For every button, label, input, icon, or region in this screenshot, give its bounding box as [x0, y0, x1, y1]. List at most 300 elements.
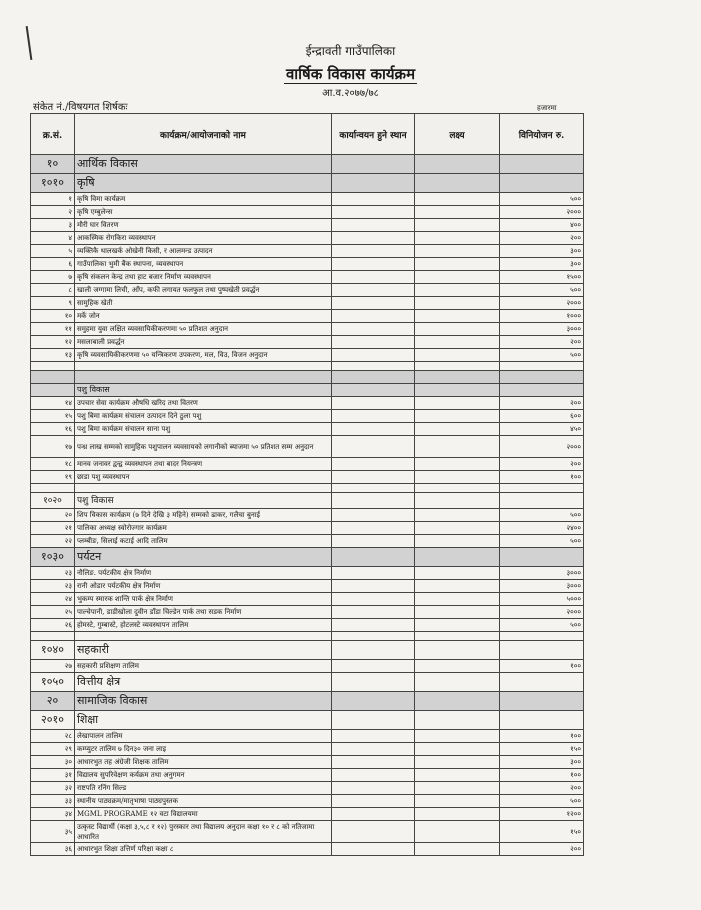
- row-serial: १७: [31, 436, 75, 458]
- row-location: [332, 310, 415, 323]
- row-budget: २०००: [500, 606, 584, 619]
- row-budget: १००: [500, 730, 584, 743]
- row-budget: २००: [500, 232, 584, 245]
- row-target: [415, 436, 500, 458]
- row-location: [332, 436, 415, 458]
- row-target: [415, 155, 500, 174]
- row-program-name: वित्तीय क्षेत्र: [75, 673, 332, 692]
- row-serial: ११: [31, 323, 75, 336]
- row-location: [332, 484, 415, 493]
- row-budget: [500, 692, 584, 711]
- row-location: [332, 471, 415, 484]
- row-target: [415, 673, 500, 692]
- row-budget: ५०००: [500, 593, 584, 606]
- row-serial: २३: [31, 567, 75, 580]
- table-row: [31, 769, 584, 782]
- row-serial: ४: [31, 232, 75, 245]
- table-row: [31, 567, 584, 580]
- table-row: [31, 297, 584, 310]
- row-location: [332, 673, 415, 692]
- row-serial: १०५०: [31, 673, 75, 692]
- row-program-name: भुकम्प स्मारक शान्ति पार्क क्षेत्र निर्माण: [75, 593, 332, 606]
- table-row: [31, 258, 584, 271]
- row-serial: २७: [31, 660, 75, 673]
- row-location: [332, 410, 415, 423]
- row-serial: १४: [31, 397, 75, 410]
- row-program-name: स्थानीय पाठ्यक्रम/मातृभाषा पाठ्यपुस्तक: [75, 795, 332, 808]
- row-target: [415, 471, 500, 484]
- table-row: [31, 522, 584, 535]
- row-budget: [500, 362, 584, 371]
- row-budget: ५००: [500, 193, 584, 206]
- row-program-name: [75, 484, 332, 493]
- row-program-name: राष्टपति रनिंग सिल्ड: [75, 782, 332, 795]
- row-program-name: पालिका अध्यक्ष स्वोरोज्गार कार्यक्रम: [75, 522, 332, 535]
- row-budget: ३०००: [500, 323, 584, 336]
- row-budget: [500, 493, 584, 509]
- table-row: [31, 271, 584, 284]
- row-location: [332, 271, 415, 284]
- row-budget: १५००: [500, 271, 584, 284]
- row-target: [415, 580, 500, 593]
- row-program-name: आकस्मिक रोगकिरा व्यवस्थापन: [75, 232, 332, 245]
- row-location: [332, 284, 415, 297]
- row-budget: ५००: [500, 284, 584, 297]
- row-serial: [31, 362, 75, 371]
- table-row: [31, 711, 584, 730]
- document-title: [0, 64, 701, 84]
- row-location: [332, 641, 415, 660]
- table-row: [31, 284, 584, 297]
- table-row: [31, 336, 584, 349]
- table-row: [31, 174, 584, 193]
- row-target: [415, 484, 500, 493]
- row-serial: १०: [31, 155, 75, 174]
- col-header-sn: क्र.सं.: [31, 114, 75, 155]
- table-row: [31, 756, 584, 769]
- row-target: [415, 219, 500, 232]
- row-serial: १०२०: [31, 493, 75, 509]
- table-row: [31, 384, 584, 397]
- row-budget: [500, 548, 584, 567]
- row-target: [415, 362, 500, 371]
- row-serial: ५: [31, 245, 75, 258]
- row-serial: ३२: [31, 782, 75, 795]
- row-serial: [31, 484, 75, 493]
- row-target: [415, 808, 500, 821]
- row-program-name: कृषि व्यवसायिकीकरणमा ५० यन्त्रिकरण उपकरण, मल, विउ, विजन अनुदान: [75, 349, 332, 362]
- row-program-name: सहकारी प्रशिक्षण तालिम: [75, 660, 332, 673]
- row-budget: ४५०: [500, 423, 584, 436]
- row-serial: २: [31, 206, 75, 219]
- table-row: [31, 323, 584, 336]
- row-serial: ८: [31, 284, 75, 297]
- row-program-name: [75, 362, 332, 371]
- row-program-name: पशु विकास: [75, 493, 332, 509]
- row-budget: ५००: [500, 349, 584, 362]
- row-location: [332, 593, 415, 606]
- table-row: [31, 245, 584, 258]
- row-target: [415, 593, 500, 606]
- row-program-name: रानी ओडार पर्यटकीय क्षेत्र निर्माण: [75, 580, 332, 593]
- row-target: [415, 522, 500, 535]
- row-program-name: पशु विकास: [75, 384, 332, 397]
- row-budget: २००: [500, 397, 584, 410]
- table-row: [31, 509, 584, 522]
- table-row: [31, 692, 584, 711]
- row-budget: ३००: [500, 245, 584, 258]
- row-program-name: सामाजिक विकास: [75, 692, 332, 711]
- row-program-name: आर्थिक विकास: [75, 155, 332, 174]
- row-target: [415, 606, 500, 619]
- row-target: [415, 410, 500, 423]
- row-target: [415, 206, 500, 219]
- row-target: [415, 297, 500, 310]
- row-program-name: शिक्षा: [75, 711, 332, 730]
- table-row: [31, 795, 584, 808]
- row-location: [332, 349, 415, 362]
- table-row: [31, 632, 584, 641]
- row-budget: २०००: [500, 436, 584, 458]
- row-target: [415, 336, 500, 349]
- row-serial: ३१: [31, 769, 75, 782]
- row-serial: २५: [31, 606, 75, 619]
- row-program-name: मौरी घार वितरण: [75, 219, 332, 232]
- row-serial: ३६: [31, 843, 75, 856]
- row-serial: १६: [31, 423, 75, 436]
- row-serial: १३: [31, 349, 75, 362]
- row-target: [415, 535, 500, 548]
- table-row: [31, 423, 584, 436]
- col-header-target: लक्ष्य: [415, 114, 500, 155]
- row-serial: १०: [31, 310, 75, 323]
- row-budget: ६००: [500, 410, 584, 423]
- table-row: [31, 782, 584, 795]
- row-target: [415, 245, 500, 258]
- table-row: [31, 206, 584, 219]
- row-program-name: शिप विकास कार्यक्रम (७ दिने देखि ३ महिने) सम्मको ढाकर, गलैचा बुनाई: [75, 509, 332, 522]
- row-program-name: सामुहिक खेती: [75, 297, 332, 310]
- row-target: [415, 384, 500, 397]
- row-location: [332, 619, 415, 632]
- row-budget: ५००: [500, 509, 584, 522]
- row-budget: [500, 155, 584, 174]
- row-serial: २२: [31, 535, 75, 548]
- table-header-row: [31, 114, 584, 155]
- row-location: [332, 174, 415, 193]
- row-program-name: प्लम्बीङ, सिलाई कटाई आदि तालिम: [75, 535, 332, 548]
- table-row: [31, 843, 584, 856]
- table-row: [31, 593, 584, 606]
- row-program-name: सहकारी: [75, 641, 332, 660]
- row-program-name: मानव जनावर द्वन्द्व व्यवस्थापन तथा बादर नियन्त्रण: [75, 458, 332, 471]
- row-location: [332, 297, 415, 310]
- row-target: [415, 632, 500, 641]
- table-body: [31, 155, 584, 856]
- municipality-name: ईन्द्रावती गाउँपालिका: [305, 44, 396, 58]
- row-budget: १००: [500, 769, 584, 782]
- row-location: [332, 509, 415, 522]
- row-target: [415, 795, 500, 808]
- row-program-name: कृषि: [75, 174, 332, 193]
- row-budget: ३००: [500, 258, 584, 271]
- table-row: [31, 458, 584, 471]
- table-row: [31, 471, 584, 484]
- row-program-name: आधारभुत शिक्षा उत्तिर्ण परिक्षा कक्षा ८: [75, 843, 332, 856]
- col-header-location: कार्यान्वयन हुने स्थान: [332, 114, 415, 155]
- row-target: [415, 711, 500, 730]
- table-row: [31, 397, 584, 410]
- row-location: [332, 632, 415, 641]
- row-target: [415, 397, 500, 410]
- row-serial: २६: [31, 619, 75, 632]
- row-target: [415, 258, 500, 271]
- row-budget: ५००: [500, 795, 584, 808]
- row-target: [415, 567, 500, 580]
- row-program-name: लेखापालन तालिम: [75, 730, 332, 743]
- row-location: [332, 782, 415, 795]
- row-target: [415, 423, 500, 436]
- row-target: [415, 548, 500, 567]
- table-row: [31, 535, 584, 548]
- row-serial: १०१०: [31, 174, 75, 193]
- row-location: [332, 692, 415, 711]
- row-program-name: पाल्चेपानी, डाडीखोला दुवीन डाँडा चिल्डेन पार्क तथा सडक निर्माण: [75, 606, 332, 619]
- row-budget: २४००: [500, 522, 584, 535]
- row-program-name: उपचार सेवा कार्यक्रम औषधि खरिद तथा वितरण: [75, 397, 332, 410]
- table-row: [31, 362, 584, 371]
- row-budget: २००: [500, 336, 584, 349]
- row-target: [415, 493, 500, 509]
- row-budget: १००: [500, 660, 584, 673]
- table-row: [31, 349, 584, 362]
- row-program-name: मर्के जोन: [75, 310, 332, 323]
- table-row: [31, 193, 584, 206]
- unit-label: हजारमा: [537, 104, 557, 112]
- row-budget: २००: [500, 843, 584, 856]
- row-location: [332, 258, 415, 271]
- row-program-name: [75, 632, 332, 641]
- row-target: [415, 660, 500, 673]
- row-target: [415, 619, 500, 632]
- row-serial: १५: [31, 410, 75, 423]
- row-budget: [500, 484, 584, 493]
- row-target: [415, 349, 500, 362]
- row-location: [332, 245, 415, 258]
- row-program-name: विद्यालय सुपरिवेक्षण कर्यक्रम तथा अनुगमन: [75, 769, 332, 782]
- row-serial: ३५: [31, 821, 75, 843]
- row-location: [332, 808, 415, 821]
- row-location: [332, 522, 415, 535]
- row-target: [415, 743, 500, 756]
- table-row: [31, 484, 584, 493]
- row-target: [415, 193, 500, 206]
- row-location: [332, 580, 415, 593]
- row-location: [332, 769, 415, 782]
- row-location: [332, 743, 415, 756]
- row-serial: ३४: [31, 808, 75, 821]
- row-budget: [500, 174, 584, 193]
- row-location: [332, 660, 415, 673]
- col-header-name: कार्यक्रम/आयोजनाको नाम: [75, 114, 332, 155]
- table-row: [31, 436, 584, 458]
- row-program-name: गाउँपालिका भुमी बैंक स्थापना, व्यवस्थापन: [75, 258, 332, 271]
- row-program-name: कृषि संकलन केन्द्र तथा हाट बजार निर्माण व्यवस्थापन: [75, 271, 332, 284]
- row-location: [332, 397, 415, 410]
- row-budget: २००: [500, 782, 584, 795]
- row-budget: २०००: [500, 297, 584, 310]
- row-location: [332, 423, 415, 436]
- table-row: [31, 619, 584, 632]
- row-location: [332, 493, 415, 509]
- row-location: [332, 206, 415, 219]
- row-target: [415, 730, 500, 743]
- row-location: [332, 730, 415, 743]
- table-row: [31, 155, 584, 174]
- row-program-name: मसलाबाली प्रवर्द्धन: [75, 336, 332, 349]
- row-program-name: पन्ध्र लाख सम्मको सामुहिक पशुपालन व्यवसायको लगानीको ब्याजमा ५० प्रतिशत सम्म अनुदान: [75, 436, 332, 458]
- row-location: [332, 155, 415, 174]
- row-target: [415, 323, 500, 336]
- row-location: [332, 821, 415, 843]
- row-location: [332, 548, 415, 567]
- row-serial: [31, 371, 75, 384]
- row-serial: ६: [31, 258, 75, 271]
- row-serial: २३: [31, 580, 75, 593]
- table-row: [31, 808, 584, 821]
- row-program-name: पशु बिमा कार्यक्रम संचालन साना पशु: [75, 423, 332, 436]
- row-budget: [500, 371, 584, 384]
- row-target: [415, 458, 500, 471]
- row-program-name: पर्यटन: [75, 548, 332, 567]
- row-serial: २०: [31, 692, 75, 711]
- table-row: [31, 606, 584, 619]
- row-serial: १२: [31, 336, 75, 349]
- row-serial: १०३०: [31, 548, 75, 567]
- row-location: [332, 756, 415, 769]
- row-target: [415, 641, 500, 660]
- row-location: [332, 323, 415, 336]
- document-title-text: वार्षिक विकास कार्यक्रम: [285, 65, 416, 83]
- row-budget: [500, 711, 584, 730]
- row-budget: ४००: [500, 219, 584, 232]
- row-location: [332, 458, 415, 471]
- row-program-name: कृषि एम्बुलेन्स: [75, 206, 332, 219]
- row-budget: ५००: [500, 619, 584, 632]
- row-budget: [500, 673, 584, 692]
- row-program-name: व्यक्तिकै थालखर्क ओखेनी किसी, र आलमन्ड उत्पादन: [75, 245, 332, 258]
- row-serial: ३: [31, 219, 75, 232]
- row-location: [332, 362, 415, 371]
- row-target: [415, 284, 500, 297]
- row-serial: ३३: [31, 795, 75, 808]
- row-budget: ३०००: [500, 580, 584, 593]
- row-serial: २९: [31, 743, 75, 756]
- row-program-name: आधारभुत तह अंग्रेजी शिक्षक तालिम: [75, 756, 332, 769]
- table-row: [31, 673, 584, 692]
- row-target: [415, 509, 500, 522]
- row-serial: २८: [31, 730, 75, 743]
- row-target: [415, 821, 500, 843]
- row-serial: [31, 632, 75, 641]
- row-budget: [500, 384, 584, 397]
- row-location: [332, 219, 415, 232]
- table-row: [31, 743, 584, 756]
- row-serial: ३०: [31, 756, 75, 769]
- fiscal-year: आ.व.२०७७/७८: [322, 88, 379, 99]
- row-target: [415, 843, 500, 856]
- table-row: [31, 219, 584, 232]
- row-budget: ५००: [500, 535, 584, 548]
- row-target: [415, 310, 500, 323]
- table-row: [31, 410, 584, 423]
- row-serial: २०१०: [31, 711, 75, 730]
- table-row: [31, 371, 584, 384]
- row-program-name: MGML PROGRAME १२ वटा विद्यालयमा: [75, 808, 332, 821]
- row-location: [332, 843, 415, 856]
- row-serial: २०: [31, 509, 75, 522]
- row-serial: [31, 384, 75, 397]
- row-serial: १०४०: [31, 641, 75, 660]
- table-row: [31, 493, 584, 509]
- table-row: [31, 232, 584, 245]
- row-program-name: छाडा पशु व्यवस्थापन: [75, 471, 332, 484]
- row-serial: २१: [31, 522, 75, 535]
- row-location: [332, 232, 415, 245]
- row-program-name: पशु बिमा कार्यक्रम संचालन उत्पादन दिने ठुला पशु: [75, 410, 332, 423]
- row-serial: ९: [31, 297, 75, 310]
- row-target: [415, 782, 500, 795]
- row-location: [332, 336, 415, 349]
- program-table: [30, 113, 584, 856]
- row-target: [415, 174, 500, 193]
- reference-label: संकेत नं./विषयगत शिर्षकः: [33, 102, 128, 113]
- row-location: [332, 567, 415, 580]
- row-target: [415, 271, 500, 284]
- table-row: [31, 730, 584, 743]
- row-budget: १२००: [500, 808, 584, 821]
- row-target: [415, 756, 500, 769]
- row-serial: १: [31, 193, 75, 206]
- row-serial: १८: [31, 458, 75, 471]
- row-budget: [500, 641, 584, 660]
- row-program-name: समुहमा युवा लक्षित व्यवसायिकीकरणमा ५० प्रतिशत अनुदान: [75, 323, 332, 336]
- row-budget: [500, 632, 584, 641]
- table-row: [31, 660, 584, 673]
- row-budget: १५०: [500, 821, 584, 843]
- row-target: [415, 371, 500, 384]
- row-serial: ७: [31, 271, 75, 284]
- row-target: [415, 692, 500, 711]
- row-program-name: नौलिङ. पर्यटकीय क्षेत्र निर्माण: [75, 567, 332, 580]
- row-location: [332, 606, 415, 619]
- row-budget: २००: [500, 458, 584, 471]
- row-location: [332, 384, 415, 397]
- row-serial: १९: [31, 471, 75, 484]
- row-location: [332, 795, 415, 808]
- table-row: [31, 641, 584, 660]
- table-row: [31, 548, 584, 567]
- row-location: [332, 193, 415, 206]
- row-budget: ३०००: [500, 567, 584, 580]
- table-row: [31, 821, 584, 843]
- row-target: [415, 232, 500, 245]
- row-budget: ३००: [500, 756, 584, 769]
- row-program-name: खाली जग्गामा लिची, आँप, कफी लगायत फलफुल तथा पुष्पखेती प्रवर्द्धन: [75, 284, 332, 297]
- row-budget: २०००: [500, 206, 584, 219]
- row-budget: १००: [500, 471, 584, 484]
- row-program-name: कम्प्युटर तालिम ७ दिन३० जना लाइ: [75, 743, 332, 756]
